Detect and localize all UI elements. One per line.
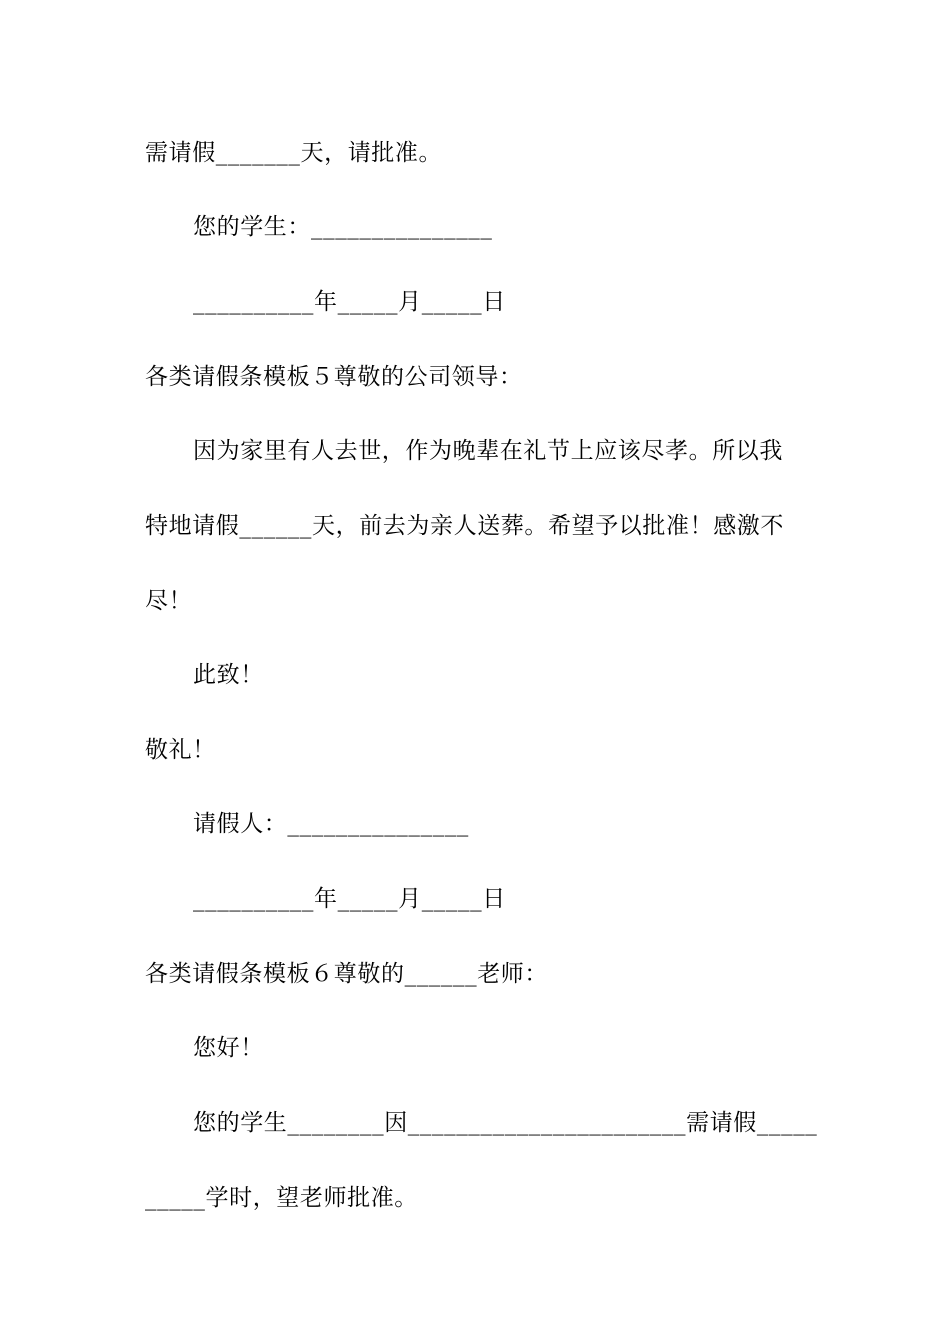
text-line: 需请假_______天，请批准。 <box>145 140 443 166</box>
template-heading: 各类请假条模板６尊敬的______老师： <box>145 961 548 987</box>
date-line: __________年_____月_____日 <box>193 886 506 912</box>
greeting-line: 您好！ <box>193 1035 264 1061</box>
student-signature-line: 您的学生：_______________ <box>193 214 493 240</box>
template-heading: 各类请假条模板５尊敬的公司领导： <box>145 364 523 390</box>
date-line: __________年_____月_____日 <box>193 289 506 315</box>
paragraph-line: 因为家里有人去世，作为晚辈在礼节上应该尽孝。所以我 <box>193 438 783 464</box>
paragraph-line: _____学时，望老师批准。 <box>145 1185 418 1211</box>
closing-line: 此致！ <box>193 662 264 688</box>
paragraph-line: 特地请假______天，前去为亲人送葬。希望予以批准！感激不 <box>145 513 784 539</box>
paragraph-line: 您的学生________因_______________________需请假_____ <box>193 1110 818 1136</box>
paragraph-line: 尽！ <box>145 588 193 614</box>
applicant-signature-line: 请假人：_______________ <box>193 811 469 837</box>
salutation-line: 敬礼！ <box>145 737 216 763</box>
